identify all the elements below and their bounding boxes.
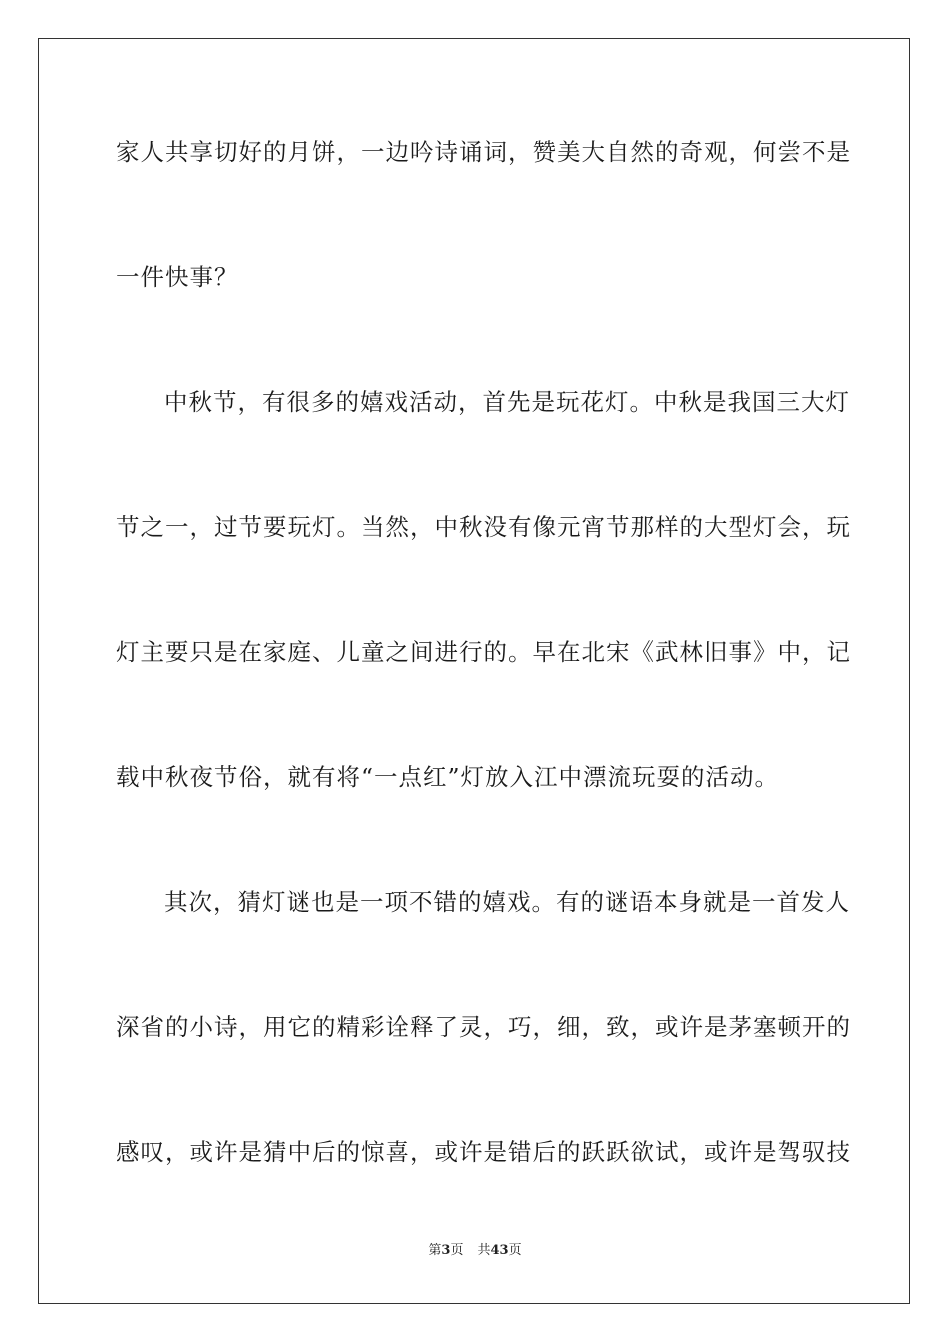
text-line-8: 深省的小诗，用它的精彩诠释了灵，巧，细，致，或许是茅塞顿开的: [116, 1013, 851, 1041]
text-line-2: 一件快事？: [116, 263, 239, 291]
footer-page-suffix: 页: [450, 1243, 464, 1258]
footer-total-suffix: 页: [508, 1243, 522, 1258]
text-line-7: 其次，猜灯谜也是一项不错的嬉戏。有的谜语本身就是一首发人: [164, 888, 850, 916]
text-line-4: 节之一，过节要玩灯。当然，中秋没有像元宵节那样的大型灯会，玩: [116, 513, 851, 541]
footer-page-number: 3: [441, 1243, 451, 1258]
page-border: [38, 38, 910, 1304]
text-line-3: 中秋节，有很多的嬉戏活动，首先是玩花灯。中秋是我国三大灯: [164, 388, 850, 416]
text-line-5: 灯主要只是在家庭、儿童之间进行的。早在北宋《武林旧事》中，记: [116, 638, 851, 666]
footer-total-prefix: 共: [477, 1243, 491, 1258]
text-line-1: 家人共享切好的月饼，一边吟诗诵词，赞美大自然的奇观，何尝不是: [116, 138, 851, 166]
text-line-9: 感叹，或许是猜中后的惊喜，或许是错后的跃跃欲试，或许是驾驭技: [116, 1138, 851, 1166]
text-line-6: 载中秋夜节俗，就有将“一点红”灯放入江中漂流玩耍的活动。: [116, 763, 780, 791]
footer-page-prefix: 第: [428, 1243, 442, 1258]
page-footer: [0, 1242, 950, 1260]
footer-total-pages: 43: [490, 1243, 509, 1258]
